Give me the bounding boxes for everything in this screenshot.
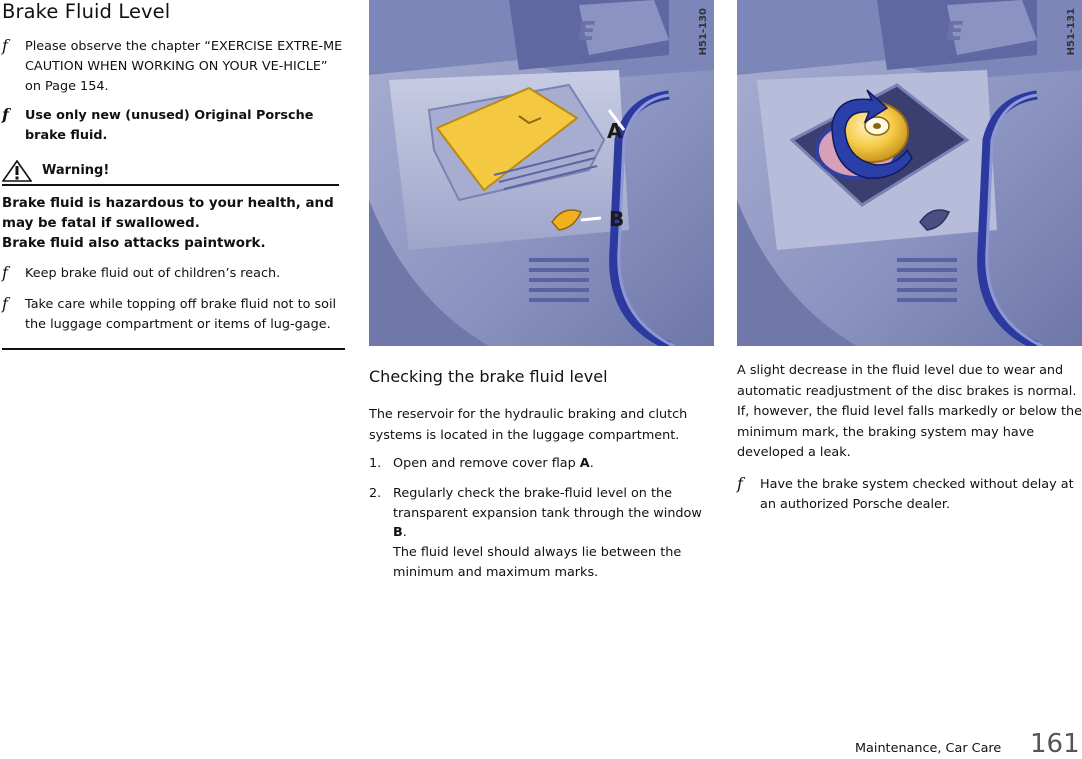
warning-line: Brake fluid also attacks paintwork. (2, 236, 266, 251)
list-item (369, 454, 714, 474)
image-code: H51-130 (698, 8, 709, 56)
step-text: Open and remove cover flap (393, 456, 580, 471)
steps-list (369, 454, 714, 583)
reservoir-cap-illustration (737, 0, 1082, 346)
bullet-mark: f (737, 473, 743, 493)
bullet-mark: f (2, 294, 8, 313)
bullet-text: Keep brake fluid out of children’s reach. (25, 266, 281, 281)
paragraph-normal-decrease: A slight decrease in the fluid level due to wear and automatic readjustment of the disc brakes is normal. (737, 363, 1077, 399)
brake-cover-illustration (369, 0, 714, 346)
step-end: . (402, 525, 407, 541)
step-end: . (589, 456, 594, 471)
intro-paragraph: The reservoir for the hydraulic braking and clutch systems is located in the luggage compartment. (369, 407, 688, 443)
bullet-text: Take care while topping off brake fluid not to soil the luggage compartment or items of lug-gage. (25, 297, 337, 332)
svg-text:E: E (942, 17, 966, 47)
svg-text:E: E (574, 17, 598, 47)
bullet-text: Have the brake system checked without delay at an authorized Porsche dealer. (760, 476, 1074, 512)
bullet-check-dealer (737, 475, 1082, 515)
step-number: 2. (369, 485, 382, 501)
step-ref: B (393, 525, 403, 541)
bullet-text: Please observe the chapter “EXERCISE EXTRE-ME CAUTION WHEN WORKING ON YOUR VE-HICLE” on Page 154. (25, 39, 343, 94)
warning-text (2, 194, 347, 254)
list-item (369, 484, 714, 583)
page-title: Brake Fluid Level (2, 0, 171, 23)
bullet-mark: f (2, 263, 8, 282)
footer-section: Maintenance, Car Care (855, 741, 1002, 756)
bullet-mark: f (2, 36, 8, 55)
warning-label: Warning! (42, 163, 110, 178)
step-ref: A (579, 456, 590, 471)
bullet-observe-chapter (2, 37, 347, 97)
middle-text (369, 405, 714, 583)
paragraph-leak: If, however, the fluid level falls markedly or below the minimum mark, the braking system may have developed a leak. (737, 404, 1082, 460)
warning-header (2, 158, 339, 186)
section-title: Checking the brake fluid level (369, 367, 608, 386)
right-column (737, 0, 1082, 757)
warning-end-rule (2, 348, 345, 350)
right-text (737, 361, 1082, 515)
step-text: Regularly check the brake-fluid level on the transparent expansion tank through the window (393, 485, 702, 521)
label-a-text: A (607, 119, 623, 143)
page-number: 161 (1030, 729, 1080, 759)
warning-line: Brake fluid is hazardous to your health, and may be fatal if swallowed. (2, 196, 334, 231)
warning-triangle-icon (2, 160, 32, 182)
left-column (2, 0, 347, 350)
bullet-soil (2, 295, 347, 335)
label-b-text: B (609, 207, 625, 231)
middle-column (369, 0, 714, 757)
bullet-children (2, 264, 347, 284)
bullet-original-fluid (2, 106, 347, 146)
step-note: The fluid level should always lie between the minimum and maximum marks. (393, 545, 682, 580)
bullet-mark: f (2, 105, 9, 124)
step-number: 1. (369, 456, 382, 471)
image-code: H51-131 (1066, 8, 1077, 56)
bullet-text: Use only new (unused) Original Porsche brake fluid. (25, 108, 314, 143)
